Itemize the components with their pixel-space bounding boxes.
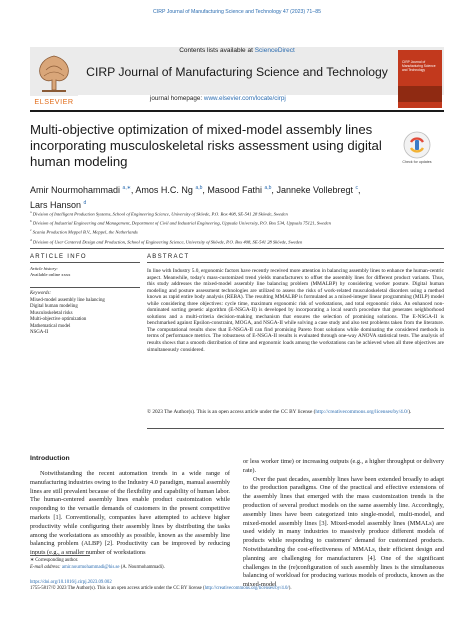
affiliation-item: $^c$ Scania Production Meppel B.V., Meppel, the Netherlands [30,228,138,235]
author-list: Amir Nourmohammadi $^{a,∗}$, Amos H.C. Ng $^{a,b}$, Masood Fathi $^{a,b}$, Janneke Vollebregt $^c$, Lars Hanson $^d$ [30,185,361,210]
section-rule [30,248,444,249]
affiliations [30,209,444,246]
intro-paragraph: or less worker time) or increasing outputs (e.g., a higher throughput or delivery rate). [243,458,444,474]
footnote-rule [30,555,90,556]
author-name[interactable]: Lars Hanson [30,200,82,210]
cover-title: CIRP Journal of Manufacturing Science and Technology [402,60,436,72]
sciencedirect-link[interactable]: ScienceDirect [254,47,295,54]
email-link[interactable]: amir.nourmohammadi@his.se [61,564,120,570]
doi-link[interactable]: https://doi.org/10.1016/j.cirpj.2023.09.002 [30,580,112,585]
keywords-label: Keywords: [30,291,52,296]
abstract-heading: ABSTRACT [147,254,190,260]
history-label: Article history: [30,266,58,271]
intro-paragraph: Over the past decades, assembly lines have been extended broadly to adapt to the production paradigms. One of the practical and effective extensions of the assembly lines that emerged with the mass customization trends is the production of several product models on the same assembly line. Accordingly, assembly lines have been categorized into single-model, multi-model, and mixed-model assembly lines [3]. Mixed-model assembly lines (MMALs) are used widely in many industries to massively produce different models of products while responding to customers' demand for customized products. Notwithstanding the cost-effectiveness of MMALs, their efficient design and planning are challenging for manufacturers [4]. One of the significant challenges in the (re)configuration of such assembly lines is the simultaneous balancing of workload for producing various models of products, known as the mixed-model [243,475,444,589]
publisher-name: ELSEVIER [34,97,74,106]
article-title: Multi-objective optimization of mixed-model assembly lines incorporating musculoskeletal risks assessment using digital human modeling [30,122,382,169]
author-affiliation-marker[interactable]: a,b [195,185,203,191]
keyword-item: Digital human modeling [30,304,78,309]
author-name[interactable]: Masood Fathi [207,185,262,195]
journal-homepage: journal homepage: www.elsevier.com/locate/cirpj [150,95,286,102]
keyword-item: Mixed-model assembly line balancing [30,297,105,303]
author-affiliation-marker[interactable]: a,b [264,185,272,191]
journal-citation-line [0,9,474,15]
cover-strip [398,86,442,102]
contents-line: Contents lists available at ScienceDirect [179,47,295,54]
author-name[interactable]: Amir Nourmohammadi [30,185,121,195]
homepage-link[interactable]: www.elsevier.com/locate/cirpj [203,95,286,102]
author-affiliation-marker[interactable]: c [355,185,359,191]
check-for-updates-icon[interactable] [402,130,432,160]
article-info-rule [30,262,140,263]
abstract-text: In line with Industry 5.0, ergonomic factors have recently received more attention in balancing assembly lines to enhance the human-centric aspect. Meanwhile, today's mass-customized trend yields manufacturers to offset the assembly lines for different product variants. Thus, this study addresses the mixed-model assembly line balancing problem (MMALBP) by considering worker posture. Digital human modeling and posture assessment technologies are utilized to assess the risks of work-related musculoskeletal disorders using a method known as rapid entire body analysis (REBA). The resulting MMALBP is formulated as a mixed-integer linear programming (MILP) model while considering three objectives: cycle time, maximum ergonomic risk of workstations, and total ergonomic risks. An enhanced non-dominated sorting genetic algorithm (E-NSGA-II) is developed by incorporating a local search procedure that generates neighborhood solutions and a multi-criteria decision-making mechanism that ensures the selection of promising solutions. The E-NSGA-II is benchmarked against Epsilon-constraint, MOGA, and NSGA-II while solving a case study and also test problems taken from the literature. The computational results show that E-NSGA-II can find promising Pareto front solutions while dominating the considered methods in terms of performance metrics. The robustness of E-NSGA-II results is evaluated through one-way ANOVA statistical tests. The analysis of results shows that a smooth distribution of time and ergonomic loads among the workstations can be achieved when all three objectives are simultaneously considered. [147,268,444,353]
affiliation-item: $^a$ Division of Intelligent Production Systems, School of Engineering Science, University of Skövde, P.O. Box 408, SE-541 28 Skövde, Sweden [30,210,288,217]
article-info-heading: ARTICLE INFO [30,254,87,260]
abstract-copyright: © 2023 The Author(s). This is an open access article under the CC BY license (http://creativecommons.org/licenses/by/4.0/). [147,409,412,415]
doi-block [30,580,444,593]
author-affiliation-marker[interactable]: a,∗ [122,185,131,191]
affiliation-item: $^d$ Division of User Centered Design and Production, School of Engineering Science, University of Skövde, P.O. Box 408, SE-541 28 Skövde, Sweden [30,237,303,245]
journal-cover-thumbnail [398,50,442,108]
footer-license-link[interactable]: http://creativecommons.org/licenses/by/4.0/ [204,586,289,592]
header-rule [30,110,444,112]
issn-license-line: 1755-5817/© 2023 The Author(s). This is an open access article under the CC BY license (http://creativecommons.org/licenses/by/4.0/). [30,586,292,592]
keyword-item: Mathematical model [30,323,71,329]
email-line: E-mail address: amir.nourmohammadi@his.se (A. Nourmohammadi). [30,564,165,570]
keyword-item: Multi-objective optimization [30,317,87,322]
article-history [30,266,140,278]
license-link[interactable]: http://creativecommons.org/licenses/by/4.0/ [315,409,409,415]
abstract-rule [147,262,444,263]
author-affiliation-marker[interactable]: d [83,200,87,206]
keyword-item: Musculoskeletal risks [30,310,73,316]
author-name[interactable]: Janneke Vollebregt [276,185,353,195]
intro-column-1: Notwithstanding the recent automation trends in a wide range of manufacturing industries owing to the Industry 4.0 paradigm, manual assembly lines are still prevalent because of the flexibility and capability of human labor. The human-centered assembly lines enable product customization while responding to the versatile demands of customers in the present competitive markets [1]. Conventionally, companies have attempted to achieve higher productivity while configuring their assembly lines by distributing the tasks among the workstations as smoothly as possible, known as the assembly line balancing problem (ALBP) [2]. Productivity can be improved by reducing inputs (e.g., a smaller number of workstations [30,470,230,557]
corresponding-author-note: ∗ Corresponding author. [30,558,79,563]
keywords-block [30,291,140,337]
history-value: Available online xxxx [30,272,71,278]
intro-column-2 [243,458,444,590]
article-info-divider [30,287,140,288]
keyword-item: NSGA-II [30,330,49,335]
author-name[interactable]: Amos H.C. Ng [135,185,193,195]
footnote [30,558,230,571]
introduction-heading: Introduction [30,455,70,462]
journal-title: CIRP Journal of Manufacturing Science and Technology [86,65,388,79]
check-for-updates-label: Check for updates [402,160,432,164]
abstract-bottom-rule [147,428,444,429]
citation-link[interactable]: CIRP Journal of Manufacturing Science and Technology 47 (2023) 71–85 [153,9,321,15]
affiliation-item: $^b$ Division of Industrial Engineering and Management, Department of Civil and Industrial Engineering, Uppsala University, P.O. Box 534, Uppsala 75121, Sweden [30,219,331,226]
